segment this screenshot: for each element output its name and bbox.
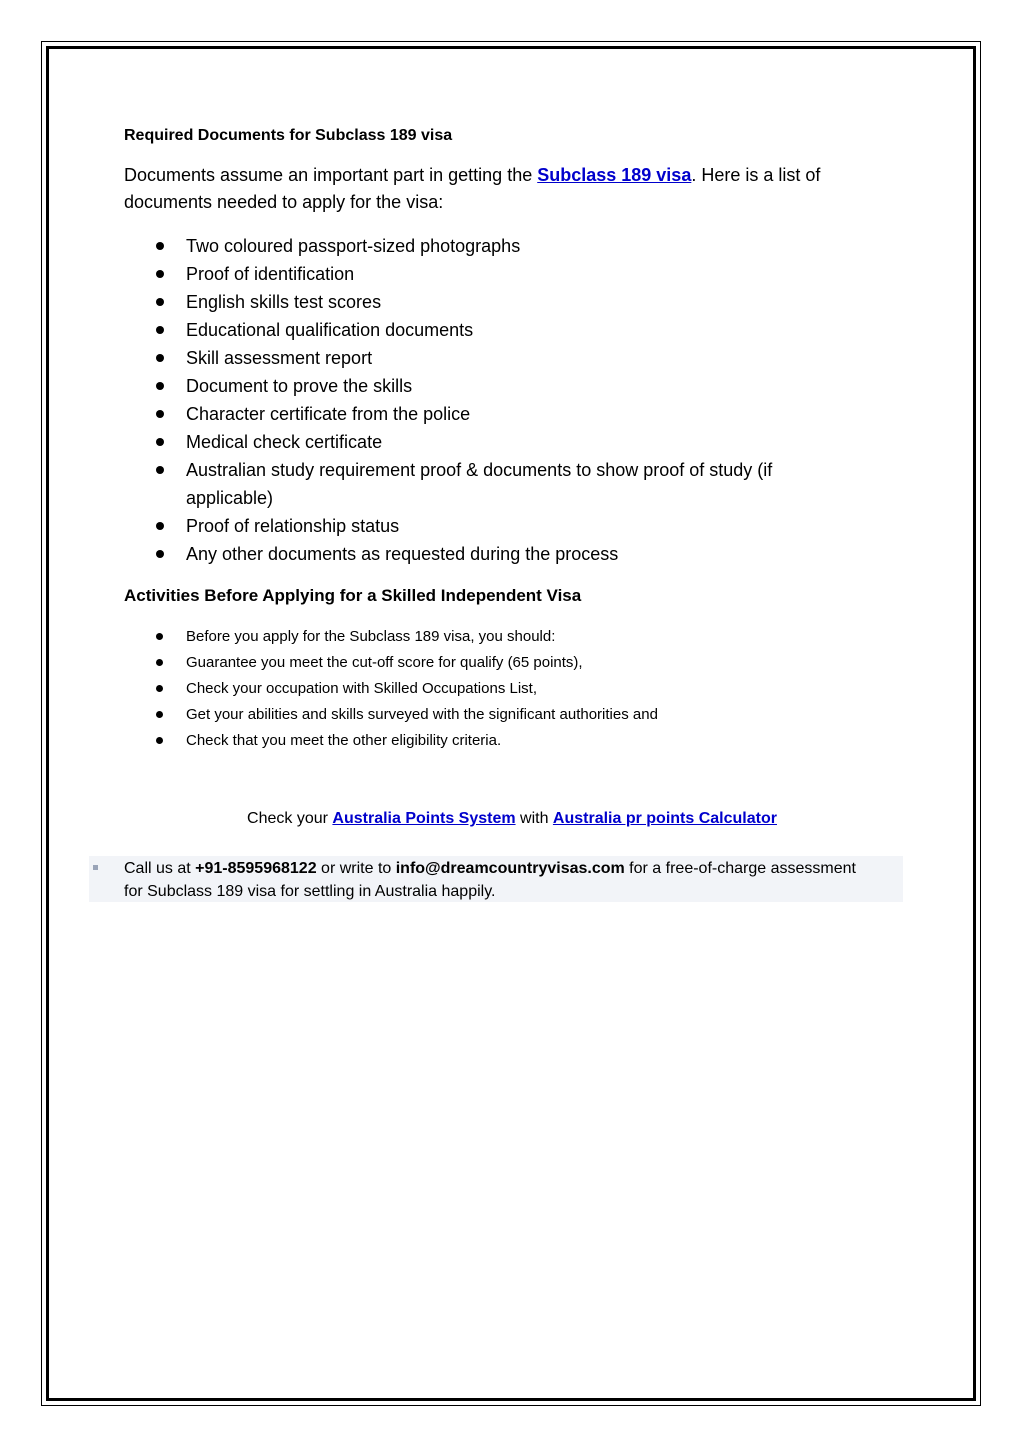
list-item — [124, 428, 864, 456]
bullet-icon — [156, 711, 163, 718]
email-address: info@dreamcountryvisas.com — [395, 860, 625, 877]
list-item-text: Medical check certificate — [186, 432, 383, 452]
list-item — [124, 728, 864, 754]
subclass-189-visa-link[interactable]: Subclass 189 visa — [537, 165, 692, 185]
list-item-text: Two coloured passport-sized photographs — [186, 236, 521, 256]
bullet-icon — [156, 326, 164, 334]
list-item — [124, 232, 864, 260]
list-item-text: Skill assessment report — [186, 348, 373, 368]
check-line-middle: with — [515, 810, 553, 827]
intro-text-before: Documents assume an important part in getting the — [124, 165, 538, 185]
phone-number: +91-8595968122 — [195, 860, 317, 877]
bullet-icon — [156, 466, 164, 474]
list-item — [124, 702, 864, 728]
bullet-icon — [156, 633, 163, 640]
list-item-text: Document to prove the skills — [186, 376, 413, 396]
callout-prefix: Call us at — [124, 860, 196, 877]
list-item-text: Proof of relationship status — [186, 516, 400, 536]
bullet-icon — [156, 438, 164, 446]
bullet-icon — [156, 242, 164, 250]
list-item — [124, 512, 864, 540]
list-item-text: English skills test scores — [186, 292, 382, 312]
list-item-text: Get your abilities and skills surveyed with the significant authorities and — [186, 706, 658, 723]
list-item-text: Educational qualification documents — [186, 320, 474, 340]
list-item — [124, 650, 864, 676]
list-item — [124, 676, 864, 702]
callout-suffix: for a free-of-charge assessment for Subclass 189 visa for settling in Australia happily. — [124, 860, 856, 900]
callout-middle: or write to — [316, 860, 396, 877]
bullet-icon — [156, 354, 164, 362]
bullet-icon — [156, 659, 163, 666]
list-item — [124, 260, 864, 288]
callout-text — [124, 857, 864, 903]
bullet-icon — [156, 298, 164, 306]
bullet-icon — [156, 522, 164, 530]
intro-text-after: . Here is a list of documents needed to apply for the visa: — [124, 165, 821, 212]
bullet-icon — [156, 270, 164, 278]
list-item-text: Any other documents as requested during the process — [186, 544, 619, 564]
list-item — [124, 540, 864, 568]
list-item — [124, 456, 864, 512]
activities-heading: Activities Before Applying for a Skilled Independent Visa — [124, 586, 582, 605]
list-item-text: Before you apply for the Subclass 189 visa, you should: — [186, 628, 556, 645]
check-line-prefix: Check your — [247, 810, 333, 827]
bullet-icon — [156, 382, 164, 390]
list-item — [124, 372, 864, 400]
intro-paragraph — [124, 162, 864, 216]
list-item — [124, 344, 864, 372]
australia-points-system-link[interactable]: Australia Points System — [332, 810, 516, 827]
list-item — [124, 288, 864, 316]
bullet-icon — [156, 737, 163, 744]
check-points-line — [124, 806, 900, 832]
required-documents-heading: Required Documents for Subclass 189 visa — [124, 127, 453, 144]
documents-list — [124, 232, 864, 568]
activities-list — [124, 624, 864, 754]
list-item-text: Check your occupation with Skilled Occupations List, — [186, 680, 538, 697]
contact-callout — [89, 856, 903, 902]
list-item — [124, 400, 864, 428]
bullet-icon — [156, 550, 164, 558]
pr-points-calculator-link[interactable]: Australia pr points Calculator — [552, 810, 777, 827]
document-content — [124, 122, 864, 754]
list-item-text: Guarantee you meet the cut-off score for qualify (65 points), — [186, 654, 583, 671]
square-bullet-icon — [93, 865, 98, 870]
bullet-icon — [156, 410, 164, 418]
list-item-text: Check that you meet the other eligibility criteria. — [186, 732, 502, 749]
list-item-text: Character certificate from the police — [186, 404, 471, 424]
list-item — [124, 624, 864, 650]
list-item — [124, 316, 864, 344]
list-item-text: Proof of identification — [186, 264, 355, 284]
bullet-icon — [156, 685, 163, 692]
list-item-text: Australian study requirement proof & documents to show proof of study (if applicable) — [186, 460, 773, 508]
